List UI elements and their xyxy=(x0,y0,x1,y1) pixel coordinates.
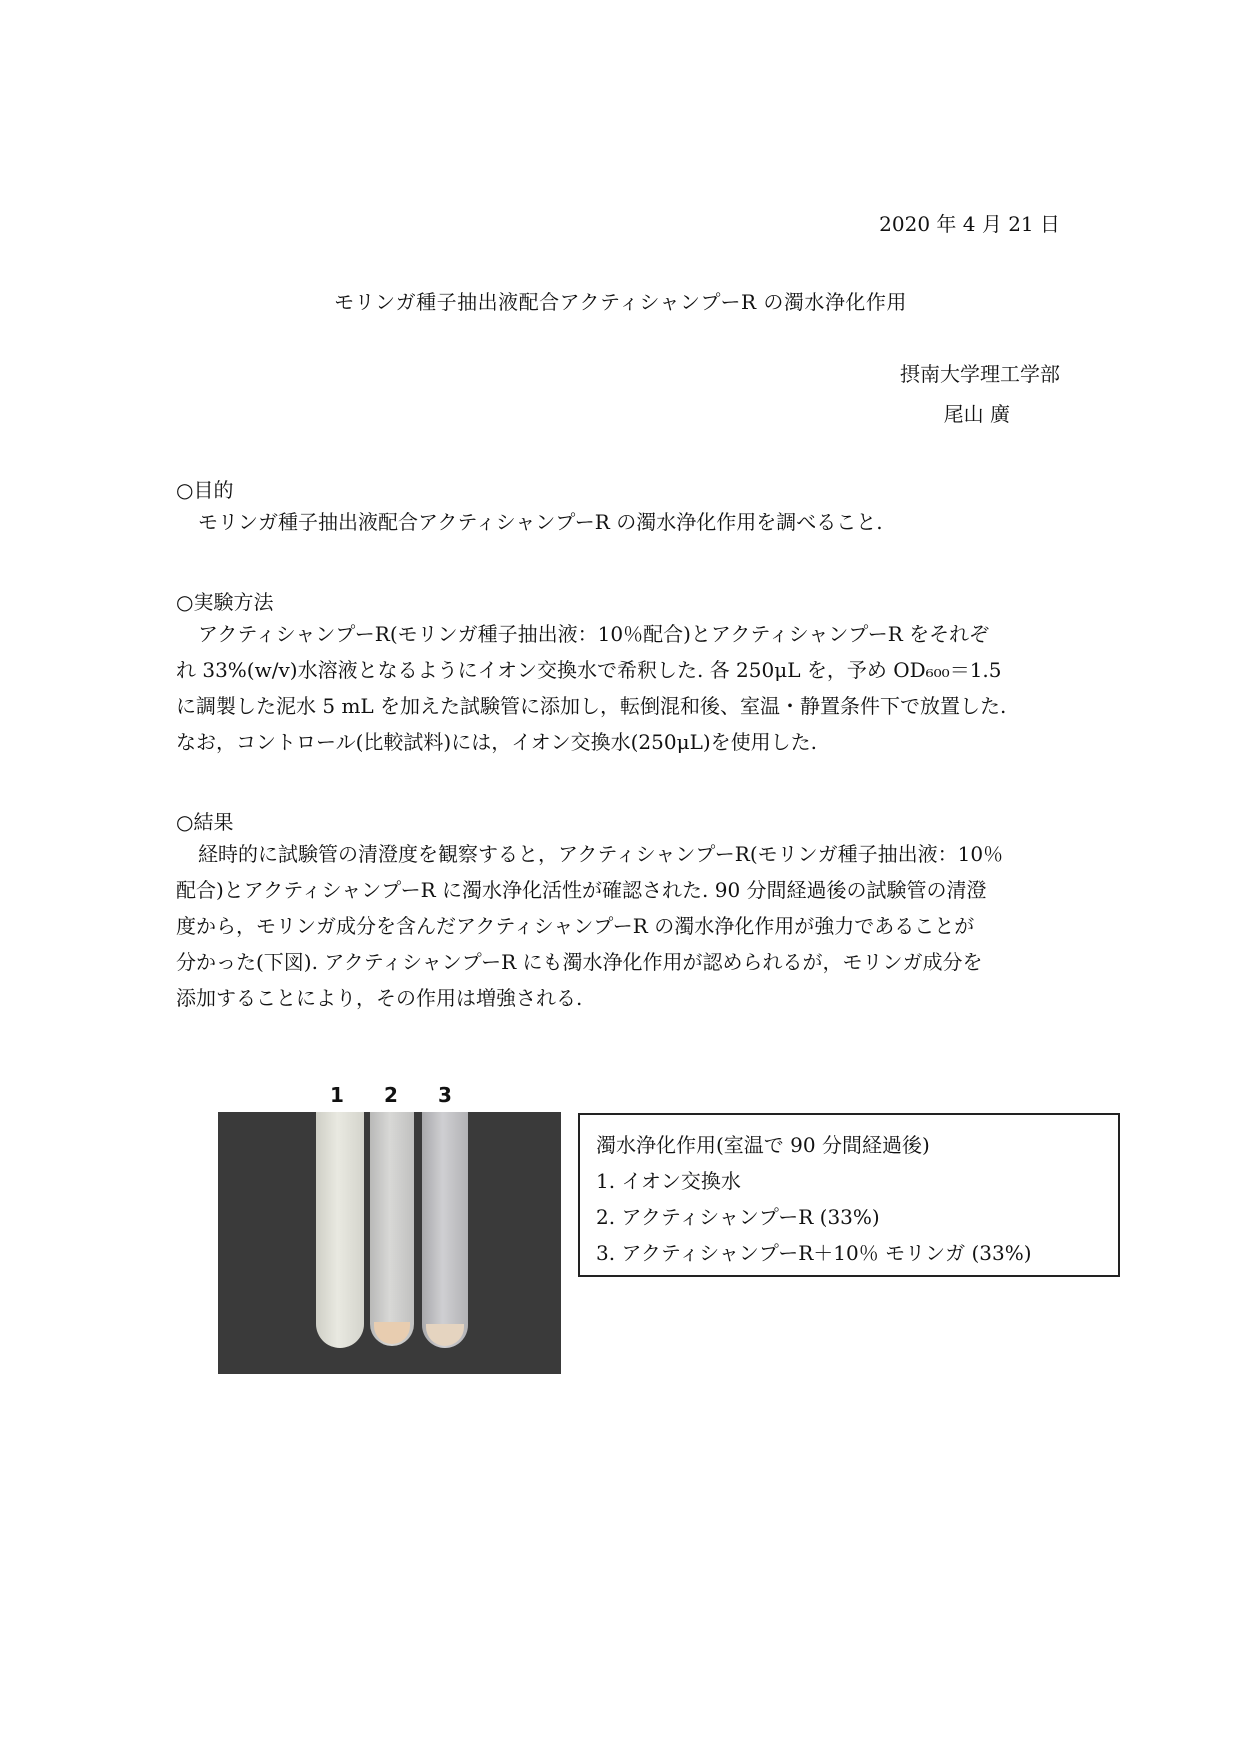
results-line: 分かった(下図). アクティシャンプーR にも濁水浄化作用が認められるが，モリンガ成分を xyxy=(176,950,983,974)
author-name: 尾山 廣 xyxy=(943,402,1010,426)
test-tube-1 xyxy=(316,1112,364,1348)
tube-label-1: 1 xyxy=(330,1083,344,1107)
method-line: アクティシャンプーR(モリンガ種子抽出液：10％配合)とアクティシャンプーR をそれぞ xyxy=(198,622,990,646)
method-line: れ 33%(w/v)水溶液となるようにイオン交換水で希釈した. 各 250μL を，予め OD₆₀₀＝1.5 xyxy=(176,658,1002,682)
method-heading: ○実験方法 xyxy=(176,590,274,614)
method-line: に調製した泥水 5 mL を加えた試験管に添加し，転倒混和後、室温・静置条件下で放置した. xyxy=(176,694,1007,718)
document-title: モリンガ種子抽出液配合アクティシャンプーR の濁水浄化作用 xyxy=(334,290,907,314)
purpose-text: モリンガ種子抽出液配合アクティシャンプーR の濁水浄化作用を調べること. xyxy=(198,510,883,534)
purpose-heading: ○目的 xyxy=(176,478,234,502)
method-line: なお，コントロール(比較試料)には，イオン交換水(250μL)を使用した. xyxy=(176,730,818,754)
document-date: 2020 年 4 月 21 日 xyxy=(879,212,1060,236)
legend-title: 濁水浄化作用(室温で 90 分間経過後) xyxy=(596,1133,930,1157)
test-tube-3 xyxy=(422,1112,468,1348)
test-tube-photo xyxy=(218,1112,561,1374)
method-text-block xyxy=(176,616,1066,760)
legend-item: 1. イオン交換水 xyxy=(596,1169,741,1193)
figure-legend xyxy=(578,1113,1120,1277)
purpose-text-block xyxy=(176,504,1066,540)
tube-label-2: 2 xyxy=(384,1083,398,1107)
test-tube-2 xyxy=(370,1112,414,1346)
results-line: 配合)とアクティシャンプーR に濁水浄化活性が確認された. 90 分間経過後の試験管の清澄 xyxy=(176,878,987,902)
legend-item: 2. アクティシャンプーR (33%) xyxy=(596,1205,880,1229)
results-heading: ○結果 xyxy=(176,810,234,834)
results-line: 経時的に試験管の清澄度を観察すると，アクティシャンプーR(モリンガ種子抽出液：10％ xyxy=(198,842,1004,866)
results-line: 添加することにより，その作用は増強される. xyxy=(176,986,583,1010)
legend-item: 3. アクティシャンプーR＋10％ モリンガ (33%) xyxy=(596,1241,1032,1265)
affiliation: 摂南大学理工学部 xyxy=(900,362,1060,386)
results-line: 度から，モリンガ成分を含んだアクティシャンプーR の濁水浄化作用が強力であることが xyxy=(176,914,975,938)
results-text-block xyxy=(176,836,1066,1016)
tube-label-3: 3 xyxy=(438,1083,452,1107)
